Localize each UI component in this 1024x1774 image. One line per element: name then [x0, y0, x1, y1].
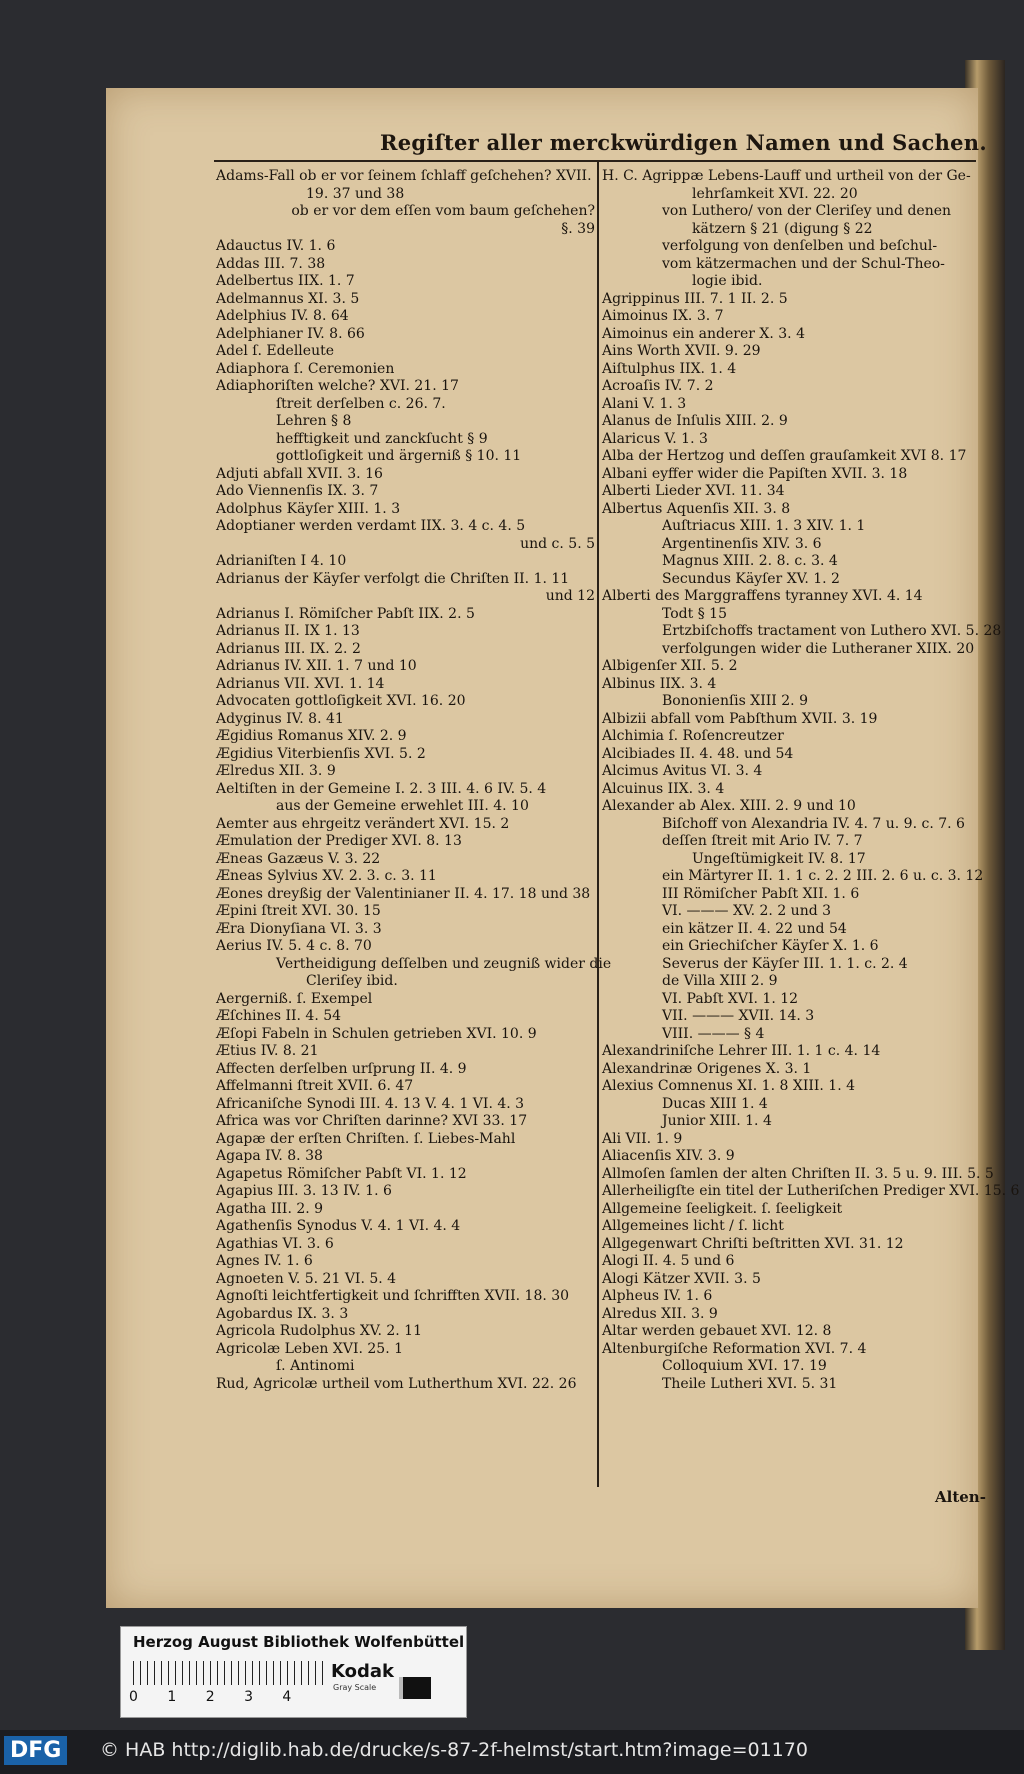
index-entry: Ado Viennenſis IX. 3. 7	[216, 483, 379, 499]
index-entry: und c. 5. 5	[520, 535, 595, 552]
index-entry: 19. 37 und 38	[306, 185, 405, 202]
index-entry: Æſchines II. 4. 54	[216, 1008, 342, 1024]
index-entry: Adelmannus XI. 3. 5	[216, 290, 360, 307]
index-entry: Allgemeines licht / ſ. licht	[602, 1218, 784, 1234]
index-entry: Agapæ der erſten Chriſten. ſ. Liebes-Mahl	[216, 1130, 516, 1147]
index-entry: Alexius Comnenus XI. 1. 8 XIII. 1. 4	[602, 1078, 856, 1094]
library-name: Herzog August Bibliothek Wolfenbüttel	[133, 1633, 465, 1651]
index-entry: Ains Worth XVII. 9. 29	[602, 343, 761, 359]
index-entry: Adauctus IV. 1. 6	[216, 238, 336, 254]
index-entry: von Luthero/ von der Cleriſey und denen	[662, 203, 952, 219]
index-entry: Agricola Rudolphus XV. 2. 11	[216, 1323, 422, 1339]
index-entry: Adams-Fall ob er vor ſeinem ſchlaff geſchehen? XVII.	[216, 168, 592, 184]
index-entry: deſſen ſtreit mit Ario IV. 7. 7	[662, 833, 863, 849]
index-entry: Argentinenſis XIV. 3. 6	[662, 535, 822, 552]
index-entry: ein kätzer II. 4. 22 und 54	[662, 920, 847, 937]
index-entry: Æra Dionyſiana VI. 3. 3	[216, 920, 382, 937]
index-entry: Alcimus Avitus VI. 3. 4	[602, 763, 763, 779]
index-entry: H. C. Agrippæ Lebens-Lauff und urtheil von der Ge-	[602, 168, 971, 184]
index-entry: Alpheus IV. 1. 6	[602, 1288, 713, 1304]
index-entry: Aiſtulphus IIX. 1. 4	[602, 360, 737, 377]
gray-scale-label: Gray Scale	[333, 1683, 377, 1692]
index-entry: Adrianus VII. XVI. 1. 14	[216, 675, 385, 692]
left-column	[216, 168, 612, 1393]
black-swatch	[403, 1677, 431, 1699]
index-entry: gottloſigkeit und ärgerniß § 10. 11	[276, 448, 522, 464]
index-entry: Ægidius Viterbienſis XVI. 5. 2	[216, 745, 426, 762]
index-entry: Alcuinus IIX. 3. 4	[602, 780, 725, 797]
index-entry: Alredus XII. 3. 9	[602, 1305, 718, 1322]
index-entry: Aergerniß. ſ. Exempel	[216, 990, 373, 1007]
index-entry: verfolgungen wider die Lutheraner XIIX. 20	[662, 640, 975, 657]
index-entry: Aimoinus ein anderer X. 3. 4	[602, 325, 805, 342]
kodak-logo: Kodak	[331, 1661, 394, 1682]
index-entry: Magnus XIII. 2. 8. c. 3. 4	[662, 553, 838, 569]
index-entry: Alanus de Inſulis XIII. 2. 9	[602, 413, 788, 429]
index-entry: Adrianus IV. XII. 1. 7 und 10	[216, 658, 417, 674]
index-entry: kätzern § 21 (digung § 22	[692, 220, 873, 237]
ruler-numbers: 0 1 2 3 4	[129, 1689, 292, 1705]
index-entry: VIII. ——— § 4	[662, 1025, 765, 1042]
index-entry: Agobardus IX. 3. 3	[216, 1305, 349, 1322]
page-title: Regiſter aller merckwürdigen Namen und Sachen.	[380, 130, 987, 155]
index-entry: Secundus Käyſer XV. 1. 2	[662, 570, 840, 587]
index-entry: Adrianus III. IX. 2. 2	[216, 640, 361, 657]
index-entry: ein Griechiſcher Käyſer X. 1. 6	[662, 938, 879, 954]
index-entry: Adyginus IV. 8. 41	[216, 710, 344, 727]
index-entry: Severus der Käyſer III. 1. 1. c. 2. 4	[662, 955, 908, 972]
index-entry: Allmoſen ſamlen der alten Chriſten II. 3. 5 u. 9. III. 5. 5	[602, 1165, 994, 1182]
index-entry: Alani V. 1. 3	[602, 395, 687, 412]
index-entry: verfolgung von denſelben und beſchul-	[662, 238, 938, 254]
catchword: Alten-	[935, 1488, 986, 1506]
index-entry: Auſtriacus XIII. 1. 3 XIV. 1. 1	[662, 518, 866, 534]
index-entry: Agnoſti leichtfertigkeit und ſchrifften XVII. 18. 30	[216, 1288, 570, 1304]
index-entry: Africaniſche Synodi III. 4. 13 V. 4. 1 VI. 4. 3	[216, 1095, 525, 1112]
index-entry: Colloquium XVI. 17. 19	[662, 1358, 827, 1374]
index-entry: Ducas XIII 1. 4	[662, 1095, 768, 1112]
index-entry: VI. ——— XV. 2. 2 und 3	[662, 903, 832, 919]
index-entry: Agrippinus III. 7. 1 II. 2. 5	[602, 290, 788, 307]
index-entry: Adrianus der Käyſer verfolgt die Chriſten II. 1. 11	[216, 570, 570, 587]
index-entry: Alchimia ſ. Roſencreutzer	[602, 728, 784, 744]
index-entry: Agnes IV. 1. 6	[216, 1253, 313, 1269]
index-entry: VII. ——— XVII. 14. 3	[662, 1008, 815, 1024]
index-entry: Alberti Lieder XVI. 11. 34	[602, 483, 785, 499]
index-entry: Albizii abfall vom Pabſthum XVII. 3. 19	[602, 710, 878, 727]
index-entry: Alexandrinæ Origenes X. 3. 1	[602, 1060, 812, 1077]
index-entry: Lehren § 8	[276, 413, 352, 429]
index-entry: Affecten derſelben urſprung II. 4. 9	[216, 1060, 467, 1077]
index-entry: Altar werden gebauet XVI. 12. 8	[602, 1323, 832, 1339]
index-entry: Agapetus Römiſcher Pabſt VI. 1. 12	[216, 1165, 467, 1182]
index-entry: Alogi Kätzer XVII. 3. 5	[602, 1270, 761, 1287]
index-entry: Ertzbiſchoffs tractament von Luthero XVI. 5. 28	[662, 623, 1002, 639]
index-entry: Adrianus I. Römiſcher Pabſt IIX. 2. 5	[216, 605, 475, 622]
index-entry: Allgemeine ſeeligkeit. ſ. ſeeligkeit	[602, 1200, 843, 1217]
index-entry: Alexandriniſche Lehrer III. 1. 1 c. 4. 14	[602, 1043, 881, 1059]
index-entry: und 12	[545, 588, 595, 604]
index-entry: Aemter aus ehrgeitz verändert XVI. 15. 2	[216, 815, 510, 832]
index-entry: Albigenſer XII. 5. 2	[602, 658, 738, 674]
index-entry: Æneas Sylvius XV. 2. 3. c. 3. 11	[216, 868, 437, 884]
index-entry: Aliacenſis XIV. 3. 9	[602, 1148, 735, 1164]
index-entry: lehrſamkeit XVI. 22. 20	[692, 185, 858, 202]
index-entry: Junior XIII. 1. 4	[662, 1113, 772, 1129]
index-entry: Adel ſ. Edelleute	[216, 343, 335, 359]
index-entry: Allgegenwart Chriſti beſtritten XVI. 31. 12	[602, 1235, 904, 1252]
index-entry: Africa was vor Chriſten darinne? XVI 33. 17	[216, 1113, 528, 1129]
copyright-link[interactable]: © HAB http://diglib.hab.de/drucke/s-87-2f-helmst/start.htm?image=01170	[100, 1739, 808, 1761]
index-entry: Albinus IIX. 3. 4	[602, 675, 717, 692]
index-entry: Agatha III. 2. 9	[216, 1200, 324, 1217]
index-entry: VI. Pabſt XVI. 1. 12	[662, 990, 799, 1007]
index-entry: ob er vor dem eſſen vom baum geſchehen?	[291, 203, 595, 219]
index-entry: ein Märtyrer II. 1. 1 c. 2. 2 III. 2. 6 u. c. 3. 12	[662, 868, 984, 884]
index-entry: ſ. Antinomi	[276, 1358, 355, 1374]
index-entry: Agathias VI. 3. 6	[216, 1235, 334, 1252]
index-entry: Ætius IV. 8. 21	[216, 1043, 319, 1059]
index-entry: Æpini ſtreit XVI. 30. 15	[216, 903, 381, 919]
index-entry: Ægidius Romanus XIV. 2. 9	[216, 728, 407, 744]
index-entry: Agathenſis Synodus V. 4. 1 VI. 4. 4	[216, 1218, 461, 1234]
index-entry: Adjuti abfall XVII. 3. 16	[216, 465, 383, 482]
index-entry: §. 39	[561, 220, 595, 237]
index-entry: Acroaſis IV. 7. 2	[602, 378, 714, 394]
index-entry: Ungeſtümigkeit IV. 8. 17	[692, 850, 866, 867]
index-entry: Aeltiſten in der Gemeine I. 2. 3 III. 4. 6 IV. 5. 4	[216, 780, 547, 797]
index-entry: Adelphianer IV. 8. 66	[216, 325, 365, 342]
index-entry: Ali VII. 1. 9	[602, 1130, 683, 1147]
index-entry: Adelphius IV. 8. 64	[216, 308, 349, 324]
index-entry: Æneas Gazæus V. 3. 22	[216, 850, 381, 867]
index-entry: Biſchoff von Alexandria IV. 4. 7 u. 9. c. 7. 6	[662, 815, 965, 832]
index-entry: Adiaphoriſten welche? XVI. 21. 17	[216, 378, 459, 394]
index-entry: Bononienſis XIII 2. 9	[662, 693, 808, 709]
ruler-scale	[133, 1661, 323, 1685]
index-entry: hefftigkeit und zanckſucht § 9	[276, 430, 488, 447]
index-entry: Adiaphora ſ. Ceremonien	[216, 360, 395, 377]
index-entry: Alberti des Marggraffens tyranney XVI. 4. 14	[602, 588, 923, 604]
index-entry: ſtreit derſelben c. 26. 7.	[276, 395, 446, 412]
index-entry: de Villa XIII 2. 9	[662, 973, 778, 989]
index-entry: Alaricus V. 1. 3	[602, 430, 708, 447]
index-entry: Adoptianer werden verdamt IIX. 3. 4 c. 4. 5	[216, 518, 526, 534]
index-entry: Alexander ab Alex. XIII. 2. 9 und 10	[602, 798, 856, 814]
index-entry: Aimoinus IX. 3. 7	[602, 308, 724, 324]
index-entry: Agnoeten V. 5. 21 VI. 5. 4	[216, 1270, 397, 1287]
right-column	[602, 168, 1020, 1393]
index-entry: Todt § 15	[662, 605, 727, 622]
index-entry: Æmulation der Prediger XVI. 8. 13	[216, 833, 462, 849]
index-entry: Æones dreyßig der Valentinianer II. 4. 17. 18 und 38	[216, 885, 591, 902]
index-entry: Allerheiligſte ein titel der Lutheriſchen Prediger XVI. 15. 6	[602, 1183, 1020, 1199]
index-entry: Agricolæ Leben XVI. 25. 1	[216, 1340, 404, 1357]
index-entry: Affelmanni ſtreit XVII. 6. 47	[216, 1078, 414, 1094]
color-calibration-bar	[120, 1626, 467, 1718]
index-entry: Agapa IV. 8. 38	[216, 1148, 323, 1164]
dfg-logo: DFG	[4, 1736, 67, 1765]
index-entry: Albani eyffer wider die Papiſten XVII. 3. 18	[602, 465, 908, 482]
index-entry: Theile Lutheri XVI. 5. 31	[662, 1375, 838, 1392]
index-entry: Aerius IV. 5. 4 c. 8. 70	[216, 938, 372, 954]
index-entry: Addas III. 7. 38	[216, 255, 326, 272]
index-entry: III Römiſcher Pabſt XII. 1. 6	[662, 885, 860, 902]
index-entry: Cleriſey ibid.	[306, 973, 398, 989]
index-entry: aus der Gemeine erwehlet III. 4. 10	[276, 798, 529, 814]
index-entry: Ælredus XII. 3. 9	[216, 763, 336, 779]
index-entry: Altenburgiſche Reformation XVI. 7. 4	[602, 1340, 867, 1357]
index-entry: Adolphus Käyſer XIII. 1. 3	[216, 500, 401, 517]
index-entry: Rud, Agricolæ urtheil vom Lutherthum XVI. 22. 26	[216, 1375, 577, 1392]
index-entry: Adelbertus IIX. 1. 7	[216, 273, 355, 289]
index-entry: logie ibid.	[692, 273, 763, 289]
index-entry: Adrianiſten I 4. 10	[216, 553, 347, 569]
index-entry: Vertheidigung deſſelben und zeugniß wider die	[276, 955, 612, 972]
index-entry: Agapius III. 3. 13 IV. 1. 6	[216, 1183, 392, 1199]
index-entry: vom kätzermachen und der Schul-Theo-	[662, 255, 945, 272]
index-entry: Æſopi Fabeln in Schulen getrieben XVI. 10. 9	[216, 1025, 537, 1042]
index-entry: Albertus Aquenſis XII. 3. 8	[602, 500, 791, 517]
index-entry: Adrianus II. IX 1. 13	[216, 623, 360, 639]
header-rule	[214, 160, 976, 162]
index-entry: Alogi II. 4. 5 und 6	[602, 1253, 735, 1269]
index-entry: Advocaten gottloſigkeit XVI. 16. 20	[216, 693, 466, 709]
index-entry: Alba der Hertzog und deſſen grauſamkeit XVI 8. 17	[602, 448, 967, 464]
index-entry: Alcibiades II. 4. 48. und 54	[602, 745, 794, 762]
